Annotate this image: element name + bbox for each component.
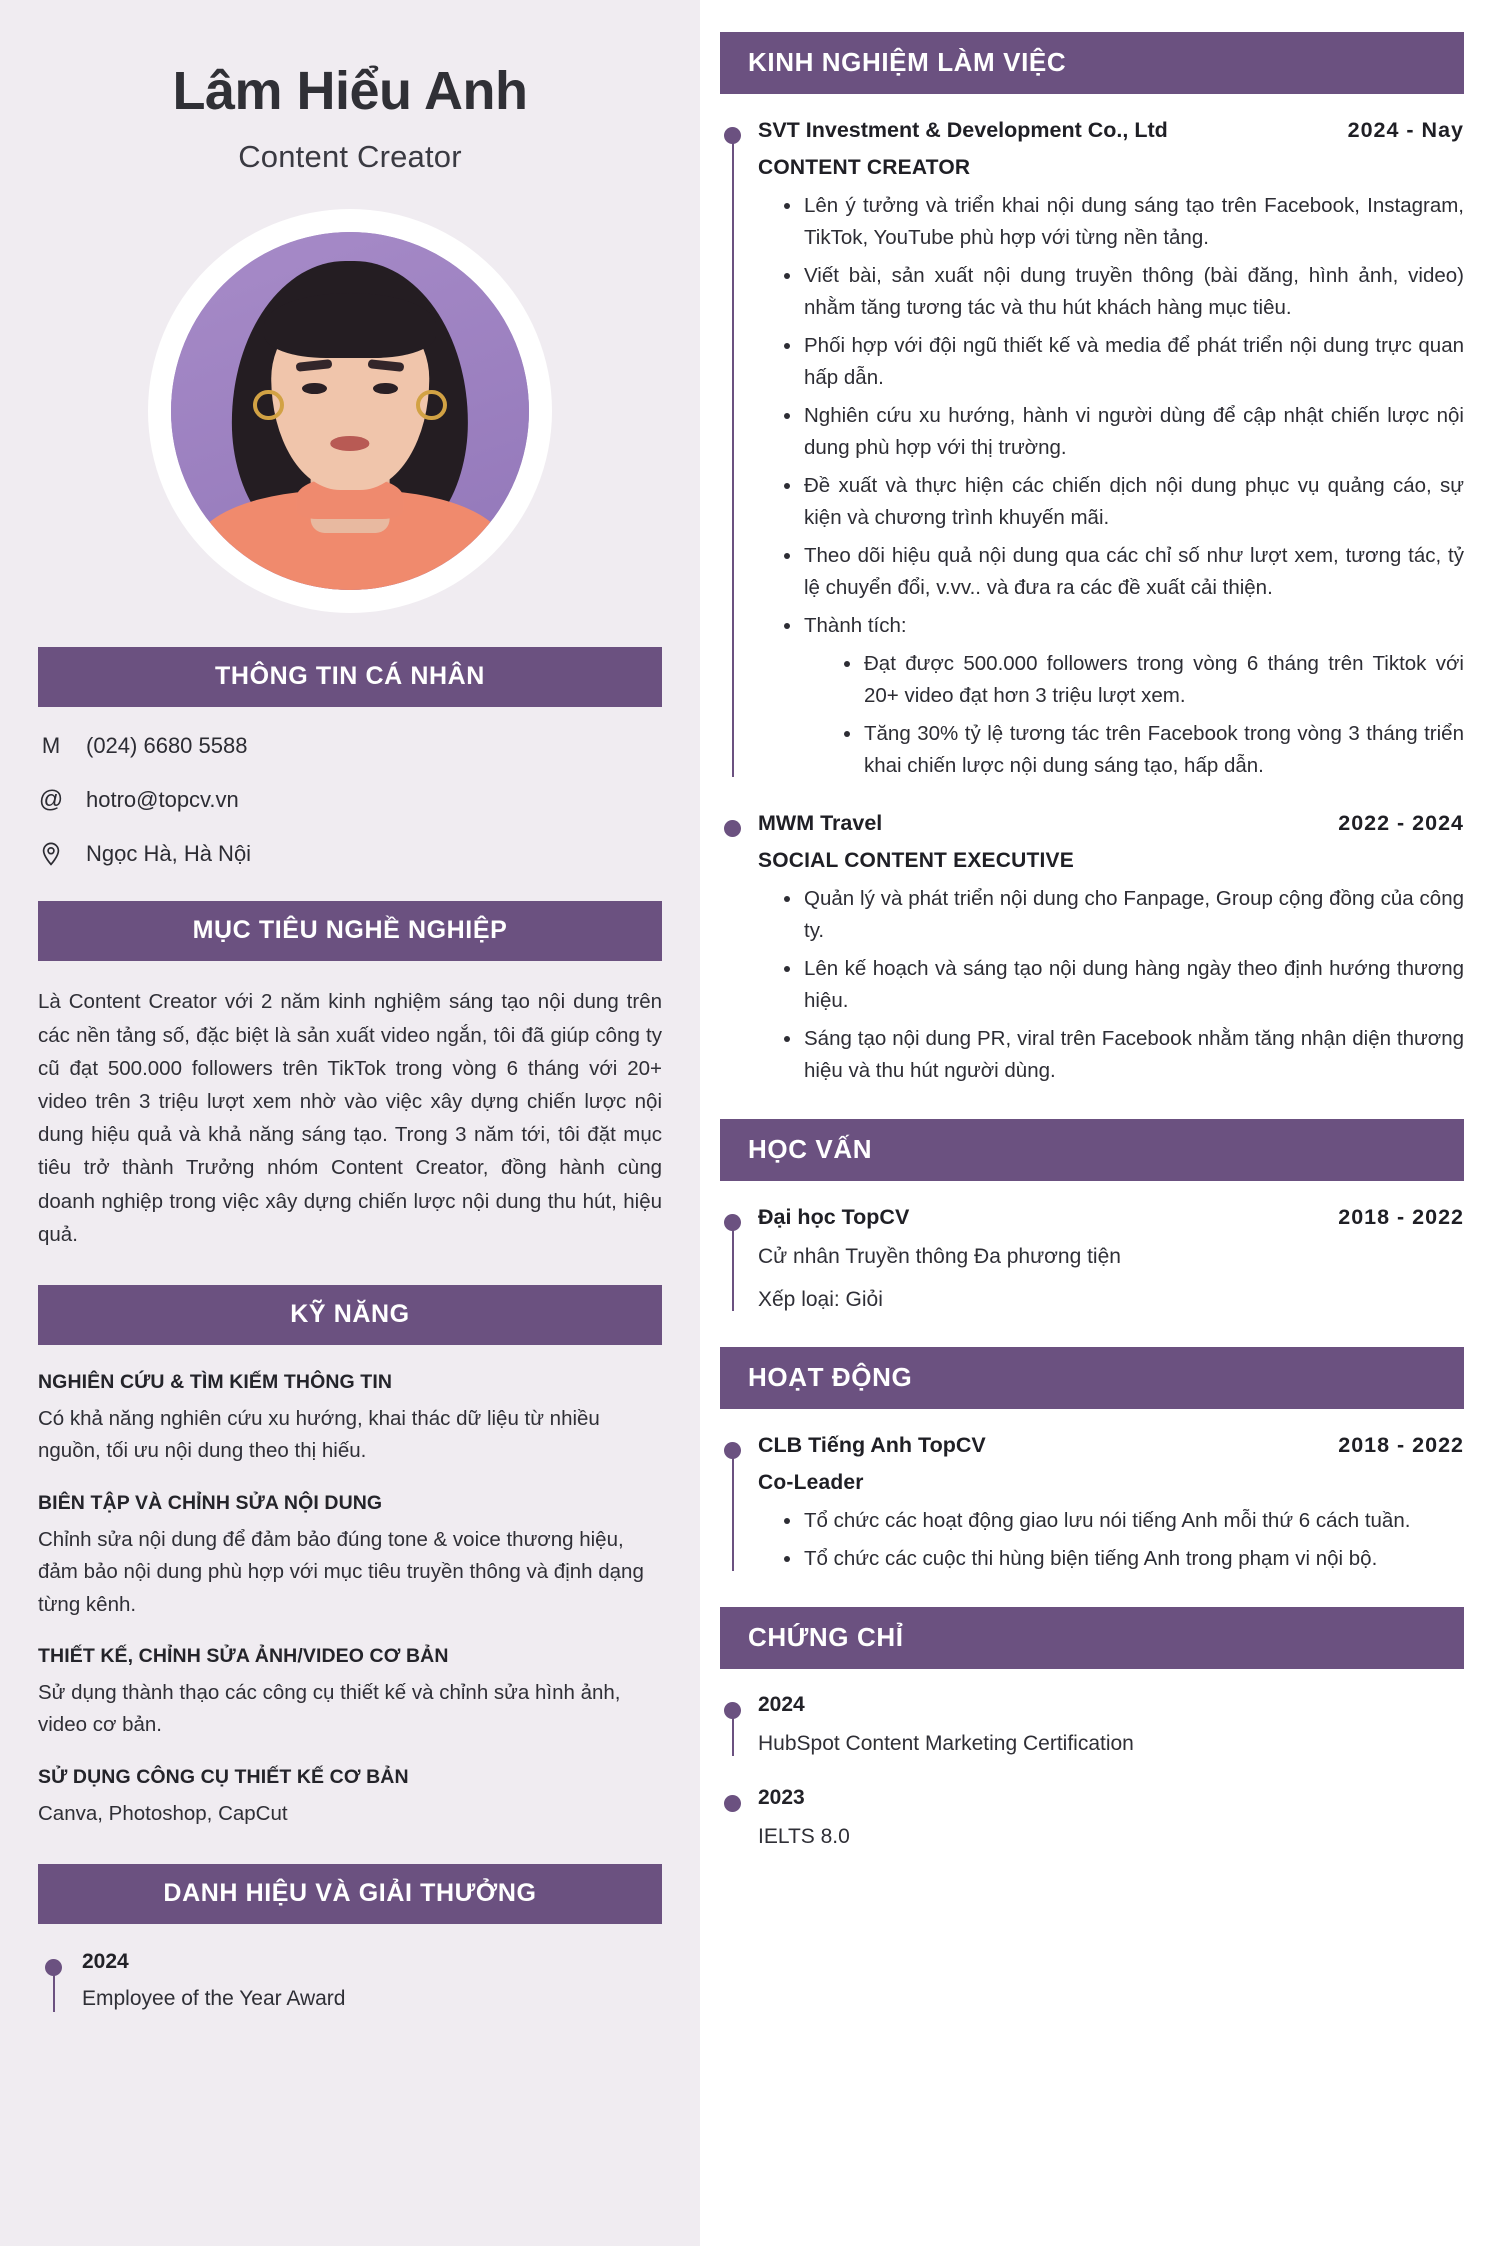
bullet: Nghiên cứu xu hướng, hành vi người dùng để cập nhật chiến lược nội dung phù hợp với thị trường. [784, 400, 1464, 464]
award-item [38, 1950, 662, 2014]
bullet: Tổ chức các cuộc thi hùng biện tiếng Anh trong phạm vi nội bộ. [784, 1543, 1464, 1575]
achievement-bullets [804, 648, 1464, 782]
contact-phone [38, 733, 662, 759]
candidate-name: Lâm Hiểu Anh [172, 61, 528, 121]
activity-header [758, 1433, 1464, 1458]
certificate-item [720, 1786, 1464, 1852]
experience-header [758, 118, 1464, 143]
experience-company: MWM Travel [758, 811, 883, 836]
right-column [700, 0, 1500, 2246]
achievement-bullet: Đạt được 500.000 followers trong vòng 6 tháng trên Tiktok với 20+ video đạt hơn 3 triệu lượt xem. [844, 648, 1464, 712]
bullet: Quản lý và phát triển nội dung cho Fanpage, Group cộng đồng của công ty. [784, 883, 1464, 947]
experience-bullets [758, 190, 1464, 781]
experience-dates: 2022 - 2024 [1338, 811, 1464, 836]
certificate-year: 2023 [758, 1785, 805, 1809]
award-text: Employee of the Year Award [82, 1987, 346, 2011]
section-header-objective: MỤC TIÊU NGHỀ NGHIỆP [38, 901, 662, 961]
bullet: Đề xuất và thực hiện các chiến dịch nội dung phục vụ quảng cáo, sự kiện và chương trình khuyến mãi. [784, 470, 1464, 534]
section-header-activities: HOẠT ĐỘNG [720, 1347, 1464, 1409]
activity-dates: 2018 - 2022 [1338, 1433, 1464, 1458]
skill-name: BIÊN TẬP VÀ CHỈNH SỬA NỘI DUNG [38, 1491, 383, 1514]
contact-list [38, 733, 662, 867]
activity-item [720, 1433, 1464, 1575]
education-degree: Cử nhân Truyền thông Đa phương tiện [758, 1245, 1121, 1269]
skill-name: SỬ DỤNG CÔNG CỤ THIẾT KẾ CƠ BẢN [38, 1765, 409, 1788]
activity-org: CLB Tiếng Anh TopCV [758, 1433, 986, 1458]
bullet: Theo dõi hiệu quả nội dung qua các chỉ số như lượt xem, tương tác, tỷ lệ chuyển đổi, v.vv.. và đưa ra các đề xuất cải thiện. [784, 540, 1464, 604]
contact-location [38, 841, 662, 867]
section-header-education: HỌC VẤN [720, 1119, 1464, 1181]
experience-header [758, 811, 1464, 836]
skills-list [38, 1371, 662, 1830]
objective-text: Là Content Creator với 2 năm kinh nghiệm sáng tạo nội dung trên các nền tảng số, đặc biệt là sản xuất video ngắn, tôi đã giúp công ty cũ đạt 500.000 followers trên TikTok trong vòng 6 tháng với 20+ video trên 3 triệu lượt xem nhờ vào việc xây dựng chiến lược nội dung hiệu quả và khả năng sáng tạo. Trong 3 năm tới, tôi đặt mục tiêu trở thành Trưởng nhóm Content Creator, đồng hành cùng doanh nghiệp trong việc xây dựng chiến lược nội dung thu hút, hiệu quả. [38, 990, 662, 1246]
section-header-awards: DANH HIỆU VÀ GIẢI THƯỞNG [38, 1864, 662, 1924]
section-header-certificates: CHỨNG CHỈ [720, 1607, 1464, 1669]
certificate-name: HubSpot Content Marketing Certification [758, 1732, 1134, 1756]
skill-desc: Chỉnh sửa nội dung để đảm bảo đúng tone & voice thương hiệu, đảm bảo nội dung phù hợp với mục tiêu truyền thông và định dạng từng kênh. [38, 1527, 644, 1616]
education-school: Đại học TopCV [758, 1205, 910, 1230]
contact-email [38, 786, 662, 814]
bullet: Phối hợp với đội ngũ thiết kế và media để phát triển nội dung trực quan hấp dẫn. [784, 330, 1464, 394]
award-year: 2024 [82, 1950, 129, 1974]
bullet: Lên kế hoạch và sáng tạo nội dung hàng ngày theo định hướng thương hiệu. [784, 953, 1464, 1017]
contact-location-value: Ngọc Hà, Hà Nội [86, 841, 252, 867]
experience-item [720, 118, 1464, 781]
skill-name: THIẾT KẾ, CHỈNH SỬA ẢNH/VIDEO CƠ BẢN [38, 1644, 449, 1667]
certificate-year: 2024 [758, 1693, 805, 1717]
bullet: Viết bài, sản xuất nội dung truyền thông (bài đăng, hình ảnh, video) nhằm tăng tương tác và thu hút khách hàng mục tiêu. [784, 260, 1464, 324]
section-header-personal-info: THÔNG TIN CÁ NHÂN [38, 647, 662, 707]
experience-item [720, 811, 1464, 1087]
skill-name: NGHIÊN CỨU & TÌM KIẾM THÔNG TIN [38, 1371, 393, 1394]
portrait-photo [171, 232, 529, 590]
experience-company: SVT Investment & Development Co., Ltd [758, 118, 1168, 142]
experience-bullets [758, 883, 1464, 1087]
bullet: Tổ chức các hoạt động giao lưu nói tiếng Anh mỗi thứ 6 cách tuần. [784, 1505, 1464, 1537]
skill-desc: Canva, Photoshop, CapCut [38, 1801, 288, 1825]
phone-icon: M [41, 733, 61, 759]
section-header-experience: KINH NGHIỆM LÀM VIỆC [720, 32, 1464, 94]
bullet-label: Thành tích: [804, 613, 907, 637]
location-icon [38, 842, 64, 866]
contact-email-value: hotro@topcv.vn [86, 787, 239, 813]
email-icon: @ [38, 786, 64, 814]
education-grade: Xếp loại: Giỏi [758, 1287, 883, 1311]
education-dates: 2018 - 2022 [1338, 1205, 1464, 1230]
bullet-group [784, 610, 1464, 782]
achievement-bullet: Tăng 30% tỷ lệ tương tác trên Facebook trong vòng 3 tháng triển khai chiến lược nội dung sáng tạo, hấp dẫn. [844, 718, 1464, 782]
certificate-name: IELTS 8.0 [758, 1824, 850, 1848]
experience-title: CONTENT CREATOR [758, 156, 971, 179]
skill-desc: Sử dụng thành thạo các công cụ thiết kế và chỉnh sửa hình ảnh, video cơ bản. [38, 1680, 621, 1737]
avatar [148, 209, 552, 613]
section-header-skills: KỸ NĂNG [38, 1285, 662, 1345]
certificate-item [720, 1693, 1464, 1759]
experience-dates: 2024 - Nay [1347, 118, 1464, 142]
contact-phone-value: (024) 6680 5588 [86, 733, 248, 759]
bullet: Lên ý tưởng và triển khai nội dung sáng tạo trên Facebook, Instagram, TikTok, YouTube phù hợp với từng nền tảng. [784, 190, 1464, 254]
education-item [720, 1205, 1464, 1315]
education-header [758, 1205, 1464, 1230]
experience-title: SOCIAL CONTENT EXECUTIVE [758, 849, 1074, 873]
bullet: Sáng tạo nội dung PR, viral trên Facebook nhằm tăng nhận diện thương hiệu và thu hút người dùng. [784, 1023, 1464, 1087]
left-column [0, 0, 700, 2246]
skill-desc: Có khả năng nghiên cứu xu hướng, khai thác dữ liệu từ nhiều nguồn, tối ưu nội dung theo thị hiếu. [38, 1407, 600, 1463]
activity-bullets [758, 1505, 1464, 1575]
candidate-role: Content Creator [238, 139, 462, 175]
activity-role: Co-Leader [758, 1471, 864, 1495]
